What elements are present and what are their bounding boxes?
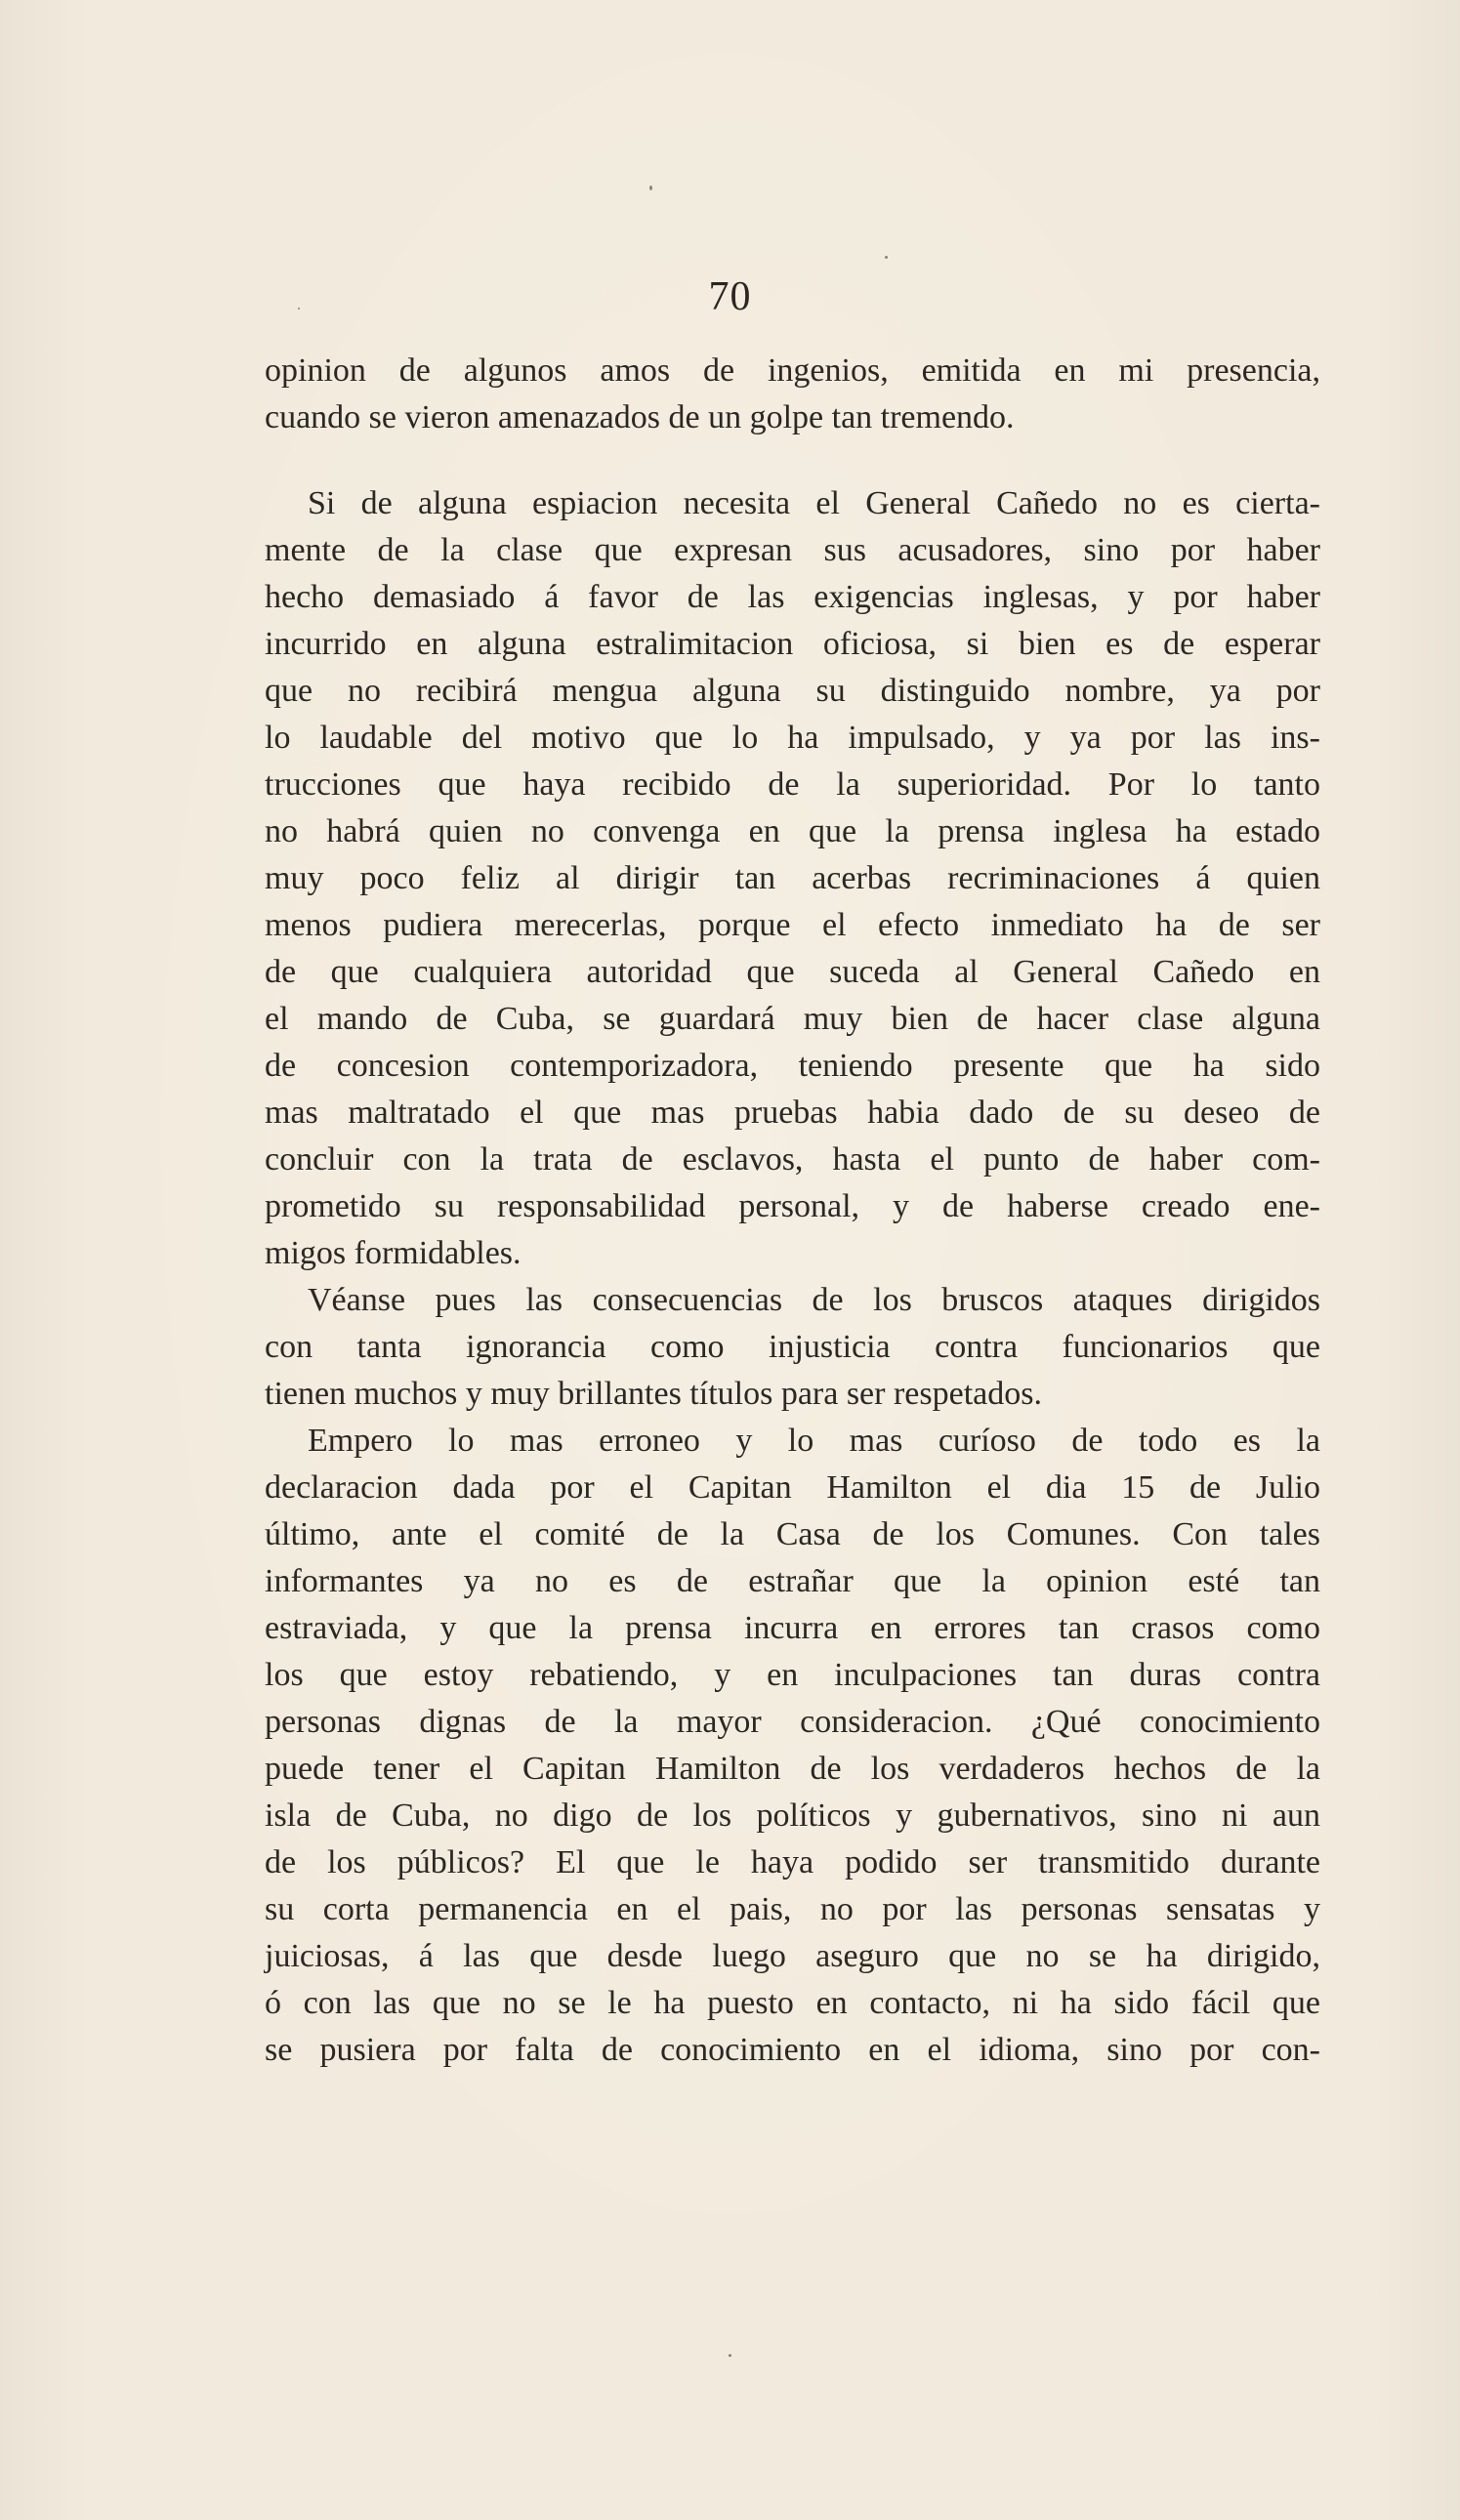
body-text [265,348,1320,2074]
text-line: incurrido en alguna estralimitacion oficiosa, si bien es de esperar [265,626,1320,662]
text-line: migos formidables. [265,1235,521,1271]
text-line: cuando se vieron amenazados de un golpe tan tremendo. [265,399,1015,435]
text-line: menos pudiera merecerlas, porque el efecto inmediato ha de ser [265,907,1320,943]
text-line: su corta permanencia en el pais, no por las personas sensatas y [265,1891,1320,1927]
paragraph [265,1277,1320,1418]
text-line: de que cualquiera autoridad que suceda al General Cañedo en [265,954,1320,990]
page-number: 70 [708,274,752,319]
text-line: declaracion dada por el Capitan Hamilton el dia 15 de Julio [265,1469,1320,1506]
text-line: hecho demasiado á favor de las exigencias inglesas, y por haber [265,579,1320,615]
paper-speck [885,256,888,259]
text-line: mente de la clase que expresan sus acusadores, sino por haber [265,532,1320,568]
text-line: lo laudable del motivo que lo ha impulsado, y ya por las ins- [265,720,1320,756]
paragraph-gap [265,441,1320,480]
text-line: concluir con la trata de esclavos, hasta el punto de haber com- [265,1141,1320,1177]
text-line: personas dignas de la mayor consideracion. ¿Qué conocimiento [265,1704,1320,1740]
text-line: no habrá quien no convenga en que la prensa inglesa ha estado [265,813,1320,849]
text-line: ó con las que no se le ha puesto en contacto, ni ha sido fácil que [265,1985,1320,2021]
text-line: con tanta ignorancia como injusticia contra funcionarios que [265,1329,1320,1365]
text-line: tienen muchos y muy brillantes títulos para ser respetados. [265,1376,1042,1412]
text-line: se pusiera por falta de conocimiento en el idioma, sino por con- [265,2032,1320,2068]
paragraph [265,348,1320,441]
text-line: los que estoy rebatiendo, y en inculpaciones tan duras contra [265,1657,1320,1693]
text-line: trucciones que haya recibido de la superioridad. Por lo tanto [265,766,1320,803]
text-line: el mando de Cuba, se guardará muy bien de hacer clase alguna [265,1001,1320,1037]
text-line: Véanse pues las consecuencias de los bruscos ataques dirigidos [308,1282,1320,1318]
text-line: opinion de algunos amos de ingenios, emitida en mi presencia, [265,352,1320,389]
paper-speck [649,186,652,190]
text-line: que no recibirá mengua alguna su distinguido nombre, ya por [265,673,1320,709]
paragraph [265,1418,1320,2074]
text-line: juiciosas, á las que desde luego aseguro que no se ha dirigido, [265,1938,1320,1974]
text-line: isla de Cuba, no digo de los políticos y gubernativos, sino ni aun [265,1797,1320,1834]
text-line: informantes ya no es de estrañar que la opinion esté tan [265,1563,1320,1599]
text-line: puede tener el Capitan Hamilton de los verdaderos hechos de la [265,1751,1320,1787]
text-line: Si de alguna espiacion necesita el General Cañedo no es cierta- [308,485,1320,521]
text-line: último, ante el comité de la Casa de los Comunes. Con tales [265,1516,1320,1552]
text-line: muy poco feliz al dirigir tan acerbas recriminaciones á quien [265,860,1320,896]
text-line: de los públicos? El que le haya podido ser transmitido durante [265,1844,1320,1880]
text-line: estraviada, y que la prensa incurra en errores tan crasos como [265,1610,1320,1646]
paper-speck [729,2354,731,2357]
text-line: prometido su responsabilidad personal, y de haberse creado ene- [265,1188,1320,1224]
paragraph [265,480,1320,1277]
text-line: de concesion contemporizadora, teniendo presente que ha sido [265,1048,1320,1084]
text-line: mas maltratado el que mas pruebas habia dado de su deseo de [265,1095,1320,1131]
text-line: Empero lo mas erroneo y lo mas curíoso de todo es la [308,1423,1320,1459]
